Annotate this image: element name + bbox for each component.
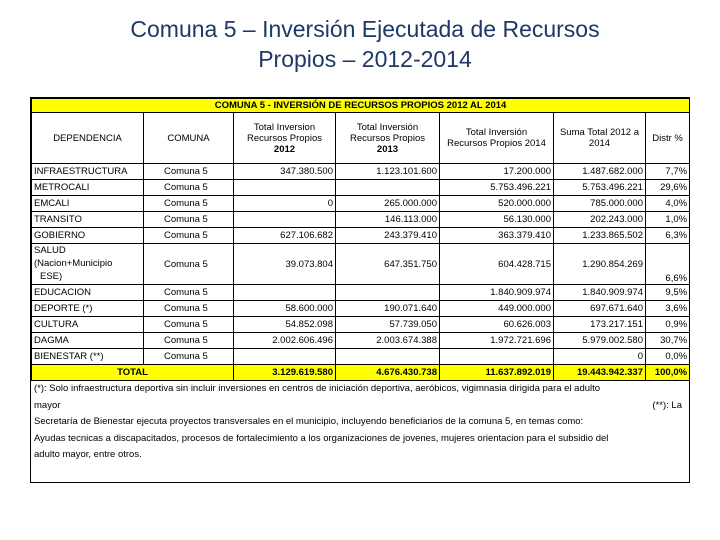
col-header-dependencia: DEPENDENCIA bbox=[32, 113, 144, 164]
col-header-comuna: COMUNA bbox=[144, 113, 234, 164]
col-header-distr: Distr % bbox=[646, 113, 690, 164]
table-row: DEPORTE (*) Comuna 5 58.600.000 190.071.640 449.000.000 697.671.640 3,6% bbox=[32, 301, 690, 317]
title-line-2: Propios – 2012-2014 bbox=[258, 46, 472, 72]
note-line-2: mayor (**): La bbox=[34, 399, 682, 411]
table-row: METROCALI Comuna 5 5.753.496.221 5.753.496.221 29,6% bbox=[32, 180, 690, 196]
col-header-2013: Total Inversión Recursos Propios 2013 bbox=[336, 113, 440, 164]
note-line-1: (*): Solo infraestructura deportiva sin incluir inversiones en centros de iniciación deportiva, aeróbicos, vigimnasia dirigida para el adulto bbox=[34, 383, 601, 394]
title-line-1: Comuna 5 – Inversión Ejecutada de Recursos bbox=[130, 16, 600, 42]
table-column-headers bbox=[32, 113, 690, 164]
investment-table bbox=[30, 97, 690, 483]
total-2013: 4.676.430.738 bbox=[336, 365, 440, 381]
table-main-header bbox=[32, 99, 690, 113]
table-row: CULTURA Comuna 5 54.852.098 57.739.050 60.626.003 173.217.151 0,9% bbox=[32, 317, 690, 333]
table-main-header-cell: COMUNA 5 - INVERSIÓN DE RECURSOS PROPIOS 2012 AL 2014 bbox=[32, 99, 690, 113]
table-row: EMCALI Comuna 5 0 265.000.000 520.000.000 785.000.000 4,0% bbox=[32, 196, 690, 212]
total-pct: 100,0% bbox=[646, 365, 690, 381]
table-row: EDUCACION Comuna 5 1.840.909.974 1.840.909.974 9,5% bbox=[32, 285, 690, 301]
total-2014: 11.637.892.019 bbox=[440, 365, 554, 381]
col-header-2012: Total Inversion Recursos Propios 2012 bbox=[234, 113, 336, 164]
table-row: INFRAESTRUCTURA Comuna 5 347.380.500 1.123.101.600 17.200.000 1.487.682.000 7,7% bbox=[32, 164, 690, 180]
table-row: TRANSITO Comuna 5 146.113.000 56.130.000 202.243.000 1,0% bbox=[32, 212, 690, 228]
table-row: BIENESTAR (**) Comuna 5 0 0,0% bbox=[32, 349, 690, 365]
col-header-suma: Suma Total 2012 a 2014 bbox=[554, 113, 646, 164]
slide-title bbox=[0, 14, 720, 74]
table-row-salud: SALUD (Nacion+Municipio ESE) Comuna 5 39.073.804 647.351.750 604.428.715 1.290.854.269 6,6% bbox=[32, 244, 690, 285]
note-line-3: Secretaría de Bienestar ejecuta proyectos transversales en el municipio, incluyendo beneficiarios de la comuna 5, en temas como: bbox=[34, 416, 584, 427]
total-2012: 3.129.619.580 bbox=[234, 365, 336, 381]
table-total-row bbox=[32, 365, 690, 381]
note-line-5: adulto mayor, entre otros. bbox=[34, 449, 142, 460]
note-line-4: Ayudas tecnicas a discapacitados, procesos de fortalecimiento a los organizaciones de jovenes, mujeres orientacion para el subsidio del bbox=[34, 432, 609, 444]
total-label: TOTAL bbox=[32, 365, 234, 381]
table-notes bbox=[31, 381, 689, 464]
col-header-2014: Total Inversión Recursos Propios 2014 bbox=[440, 113, 554, 164]
table-row: DAGMA Comuna 5 2.002.606.496 2.003.674.388 1.972.721.696 5.979.002.580 30,7% bbox=[32, 333, 690, 349]
table-row: GOBIERNO Comuna 5 627.106.682 243.379.410 363.379.410 1.233.865.502 6,3% bbox=[32, 228, 690, 244]
total-suma: 19.443.942.337 bbox=[554, 365, 646, 381]
